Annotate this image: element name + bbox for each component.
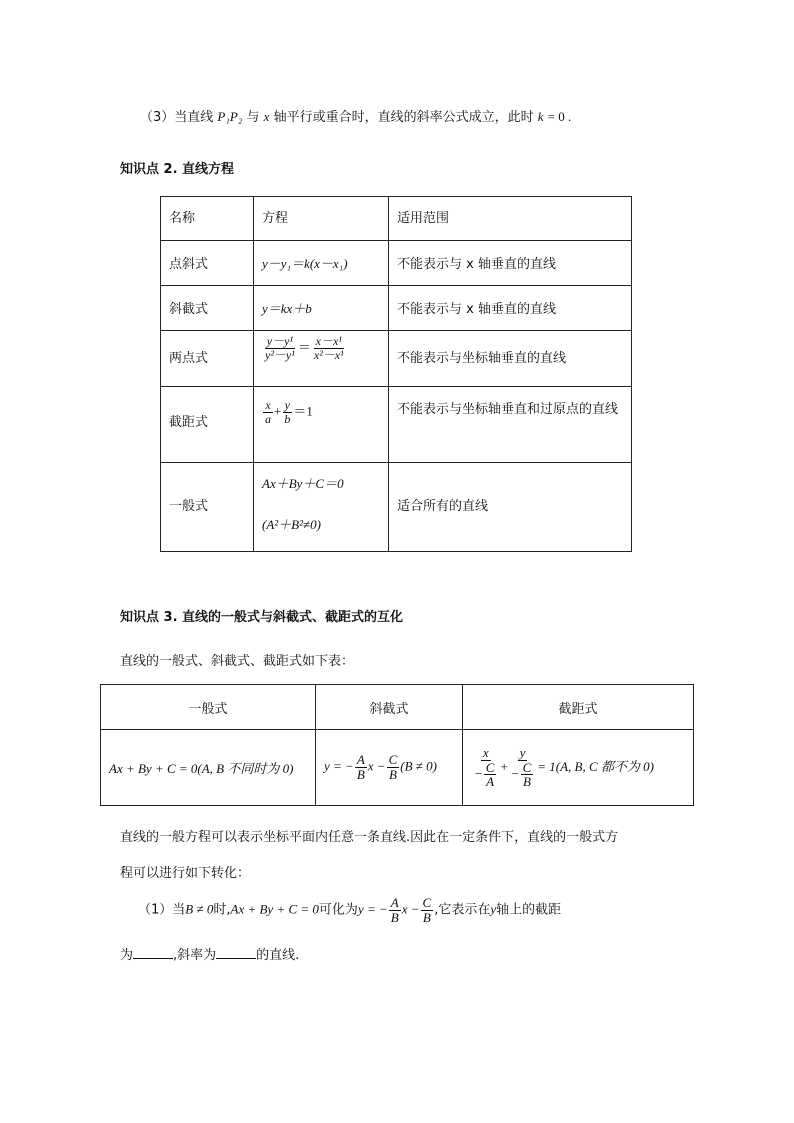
statement-3 bbox=[140, 106, 571, 125]
section-2-title: 知识点 2. 直线方程 bbox=[120, 162, 235, 177]
equals-one: ＝1 bbox=[293, 403, 313, 419]
row-name: 一般式 bbox=[161, 463, 254, 552]
intercept-formula bbox=[254, 387, 389, 463]
frac-numerator: y bbox=[284, 398, 290, 412]
row-name: 斜截式 bbox=[161, 286, 254, 331]
row-name: 两点式 bbox=[161, 331, 254, 387]
frac-numerator: y－y¹ bbox=[266, 334, 294, 348]
statement-suffix: 轴平行或重合时，直线的斜率公式成立，此时 bbox=[273, 110, 534, 125]
minus: − bbox=[474, 765, 483, 781]
general-form-cell: Ax + By + C = 0(A, B 不同时为 0) bbox=[101, 730, 316, 806]
frac-numerator: C bbox=[522, 759, 532, 775]
frac-denominator: B bbox=[388, 767, 397, 782]
item-equation: Ax + By + C = 0 bbox=[230, 901, 319, 917]
intercept-form-cell bbox=[463, 730, 694, 806]
item-tail: ,它表示在 bbox=[434, 902, 491, 918]
intro-text: 直线的一般式、斜截式、截距式如下表： bbox=[120, 654, 355, 669]
row-range: 不能表示与 x 轴垂直的直线 bbox=[389, 241, 632, 286]
frac-denominator: b bbox=[284, 411, 291, 426]
blank-intercept[interactable] bbox=[133, 946, 173, 959]
table-row bbox=[161, 387, 632, 463]
row-formula: y－y₁＝k(x－x₁) bbox=[254, 241, 389, 286]
frac-numerator: C bbox=[485, 759, 495, 775]
slope-condition: (B ≠ 0) bbox=[400, 759, 437, 774]
slope-form-cell bbox=[316, 730, 463, 806]
header-intercept: 截距式 bbox=[463, 685, 694, 730]
frac-numerator: C bbox=[388, 752, 398, 768]
frac-denominator: y²－y¹ bbox=[265, 347, 295, 362]
frac-denominator: x²－x¹ bbox=[313, 347, 344, 362]
x-minus: x − bbox=[367, 759, 386, 774]
plus: + bbox=[500, 758, 508, 774]
y-minus: y = − bbox=[357, 901, 388, 917]
row-range: 不能表示与坐标轴垂直和过原点的直线 bbox=[389, 387, 632, 463]
header-slope-intercept: 斜截式 bbox=[316, 685, 463, 730]
x-symbol: x bbox=[263, 109, 270, 124]
paragraph-line-2: 程可以进行如下转化： bbox=[120, 866, 251, 881]
text-line: 的直线. bbox=[256, 948, 300, 963]
statement-mid: 与 bbox=[246, 110, 260, 125]
frac-denominator: B bbox=[356, 767, 365, 782]
k-equals-zero: = 0 . bbox=[547, 109, 572, 124]
item-mid: 时, bbox=[213, 902, 231, 918]
statement-prefix: （3）当直线 bbox=[140, 110, 214, 125]
frac-numerator: y bbox=[519, 745, 526, 761]
y-axis-symbol: y bbox=[490, 901, 497, 917]
general-condition: (A²＋B²≠0) bbox=[262, 517, 321, 532]
frac-numerator: A bbox=[356, 752, 365, 768]
frac-denominator: A bbox=[486, 774, 495, 790]
minus: − bbox=[510, 765, 520, 781]
general-formula-cell bbox=[254, 463, 389, 552]
frac-numerator: A bbox=[390, 895, 399, 910]
k-symbol: k bbox=[537, 109, 544, 124]
frac-numerator: C bbox=[422, 895, 432, 910]
item-1-line-1 bbox=[138, 896, 561, 924]
frac-numerator: x bbox=[265, 398, 271, 412]
row-range: 适合所有的直线 bbox=[389, 463, 632, 552]
conversion-table bbox=[100, 684, 694, 806]
frac-denominator: a bbox=[265, 411, 271, 426]
header-general: 一般式 bbox=[101, 685, 316, 730]
frac-denominator: B bbox=[390, 909, 399, 925]
table-row bbox=[161, 241, 632, 286]
blank-slope[interactable] bbox=[216, 946, 256, 959]
frac-denominator: B bbox=[522, 774, 531, 790]
row-range: 不能表示与坐标轴垂直的直线 bbox=[389, 331, 632, 387]
item-1-line-2 bbox=[120, 944, 299, 963]
line-equation-table bbox=[160, 196, 632, 552]
item-condition: B ≠ 0 bbox=[185, 901, 214, 917]
table-row bbox=[161, 463, 632, 552]
text-slope: ,斜率为 bbox=[173, 948, 217, 963]
item-prefix: （1）当 bbox=[138, 902, 186, 918]
general-formula: Ax＋By＋C＝0 bbox=[262, 476, 344, 491]
p1p2-symbol: P₁P₂ bbox=[217, 109, 243, 124]
header-range: 适用范围 bbox=[389, 197, 632, 241]
row-name: 点斜式 bbox=[161, 241, 254, 286]
header-name: 名称 bbox=[161, 197, 254, 241]
row-range: 不能表示与 x 轴垂直的直线 bbox=[389, 286, 632, 331]
frac-numerator: x－x¹ bbox=[315, 334, 342, 348]
paragraph-line-1: 直线的一般方程可以表示坐标平面内任意一条直线.因此在一定条件下，直线的一般式方 bbox=[120, 830, 619, 845]
table-row bbox=[161, 286, 632, 331]
two-point-formula bbox=[254, 331, 389, 387]
table-row bbox=[161, 331, 632, 387]
plus: + bbox=[274, 403, 282, 419]
row-name: 截距式 bbox=[161, 387, 254, 463]
x-minus: x − bbox=[401, 901, 420, 917]
frac-numerator: x bbox=[482, 745, 489, 761]
frac-denominator: B bbox=[422, 909, 431, 925]
section-3-title: 知识点 3. 直线的一般式与斜截式、截距式的互化 bbox=[120, 610, 404, 625]
item-tail2: 轴上的截距 bbox=[496, 902, 562, 918]
row-formula: y＝kx＋b bbox=[254, 286, 389, 331]
text-wei: 为 bbox=[120, 948, 134, 963]
item-mid2: 可化为 bbox=[318, 902, 358, 918]
intercept-tail: = 1(A, B, C 都不为 0) bbox=[537, 758, 654, 774]
equals: ＝ bbox=[297, 339, 311, 355]
y-minus: y = − bbox=[324, 759, 354, 774]
header-formula: 方程 bbox=[254, 197, 389, 241]
